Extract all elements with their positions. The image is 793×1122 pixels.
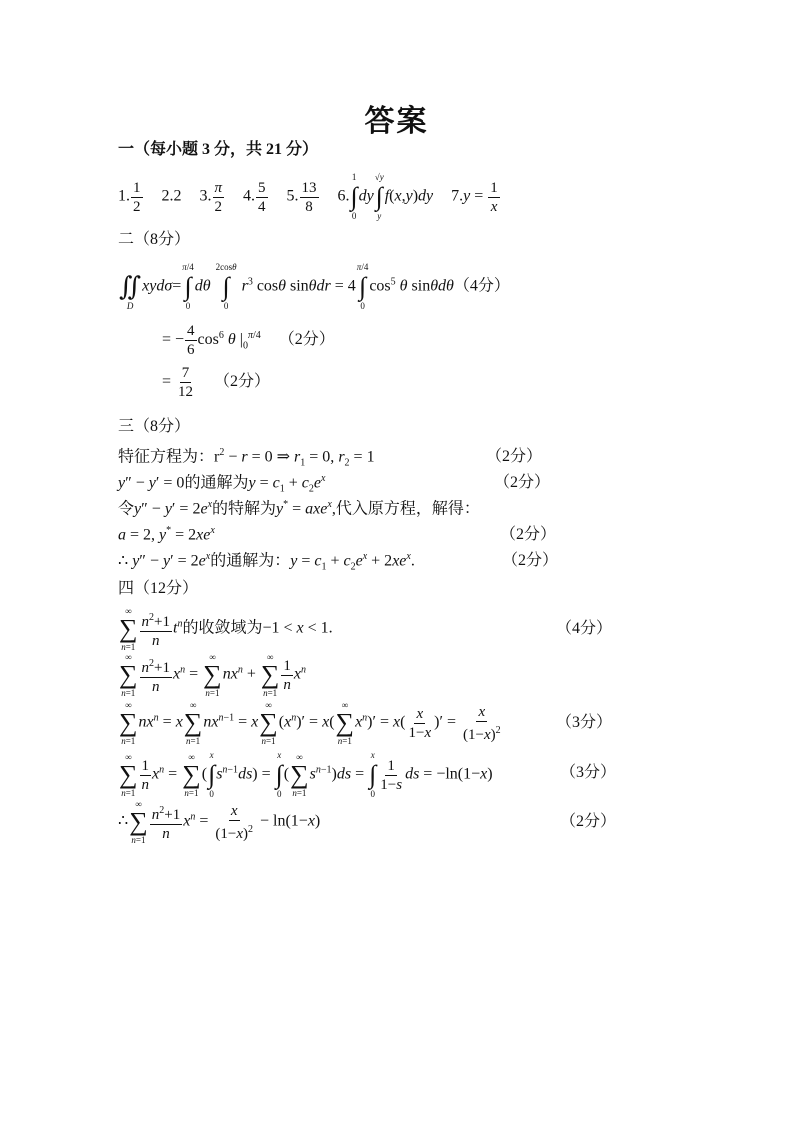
section2-heading: 二（8分）	[118, 231, 191, 248]
section1-heading: 一（每小题 3 分，共 21 分）	[118, 141, 319, 158]
section3-heading: 三（8分）	[118, 418, 191, 435]
section2-step1: ∬ D xydσ= π/4 ∫ 0 dθ 2cosθ ∫ 0 $r^3$ cosθ sinθdr = 4 π/4 ∫ 0 $\cos^5 \theta$ sinθdθ（4分）	[119, 262, 510, 311]
section3-line4: a = 2, $y^* = 2xe^x$	[118, 525, 215, 544]
section3-line3: 令$y'' - y' = 2e^x$的特解为y* = axe$^x$,代入原方程，解得：	[118, 499, 480, 518]
section3-score-4: （2分）	[502, 552, 559, 569]
section4-heading: 四（12分）	[118, 580, 199, 597]
section4-line4: ∞ ∑ n=1 $\frac{1}{n}$ $x^n$ = ∞ ∑ n=1 ( x ∫ 0 $s^{n-1}ds$) = x ∫ 0 ( ∞ ∑ n=1 $s^{n-1})ds$ = x ∫ 0 $\frac{1}{1-s}$ ds = −ln(1−x)	[119, 750, 493, 799]
section4-line2: ∞ ∑ n=1 $\frac{n^2+1}{n}$ $x^n$ = ∞ ∑ n=1 $nx^n$ + ∞ ∑ n=1 $\frac{1}{n}$ $x^n$	[119, 652, 306, 698]
section3-line2: y″ − y′ = 0的通解为$y = c_1 + c_2e^x$	[118, 473, 326, 495]
page-title: 答案	[364, 105, 429, 138]
section4-score-4: （3分）	[560, 764, 617, 781]
section2-step3: = $\frac{7}{12}$ （2分）	[162, 365, 271, 400]
section4-score-5: （2分）	[560, 813, 617, 830]
section2-score-a: （4分）	[453, 277, 510, 295]
section4-score-1: （4分）	[556, 620, 613, 637]
section3-line1: 特征方程为：$r^2 - r = 0$ ⇒ $r_1 = 0$, $r_2 = 1$	[118, 447, 375, 469]
section2-score-c: （2分）	[214, 373, 271, 391]
section3-score-3: （2分）	[500, 526, 557, 543]
section2-step2: = − $\frac{4}{6}$ $\cos^6 \theta$ $|_0^{\pi/4}$ （2分）	[162, 323, 335, 358]
section3-line5: ∴ $y'' - y' = 2e^x$的通解为：$y = c_1 + c_2e^x + 2xe^x$.	[118, 551, 415, 573]
section1-answers: 1. $\frac{1}{2}$ 2.2 3. $\frac{\pi}{2}$ 4. $\frac{5}{4}$ 5. $\frac{13}{8}$ 6. 1 ∫ 0 dy √y ∫ y f(x,y)dy 7.y = $\frac{1}{x}$	[118, 172, 498, 221]
section4-line1: ∞ ∑ n=1 $\frac{n^2+1}{n}$ $t^n$的收敛域为−1 < x < 1.	[119, 606, 333, 652]
section4-line3: ∞ ∑ n=1 $nx^n = x$ ∞ ∑ n=1 $nx^{n-1} = x$ ∞ ∑ n=1 $(x^n)' = x$( ∞ ∑ n=1 $x^n)' = x$( $\frac{x}{1-x}$ )′ = $\frac{x}{(1-x)^2}$	[119, 700, 501, 746]
section2-score-b: （2分）	[278, 331, 335, 349]
section3-score-1: （2分）	[486, 448, 543, 465]
section3-score-2: （2分）	[494, 474, 551, 491]
section4-score-3: （3分）	[556, 714, 613, 731]
section4-line5: ∴ ∞ ∑ n=1 $\frac{n^2+1}{n}$ $x^n$ = $\frac{x}{(1-x)^2}$ − ln(1−x)	[118, 799, 321, 845]
